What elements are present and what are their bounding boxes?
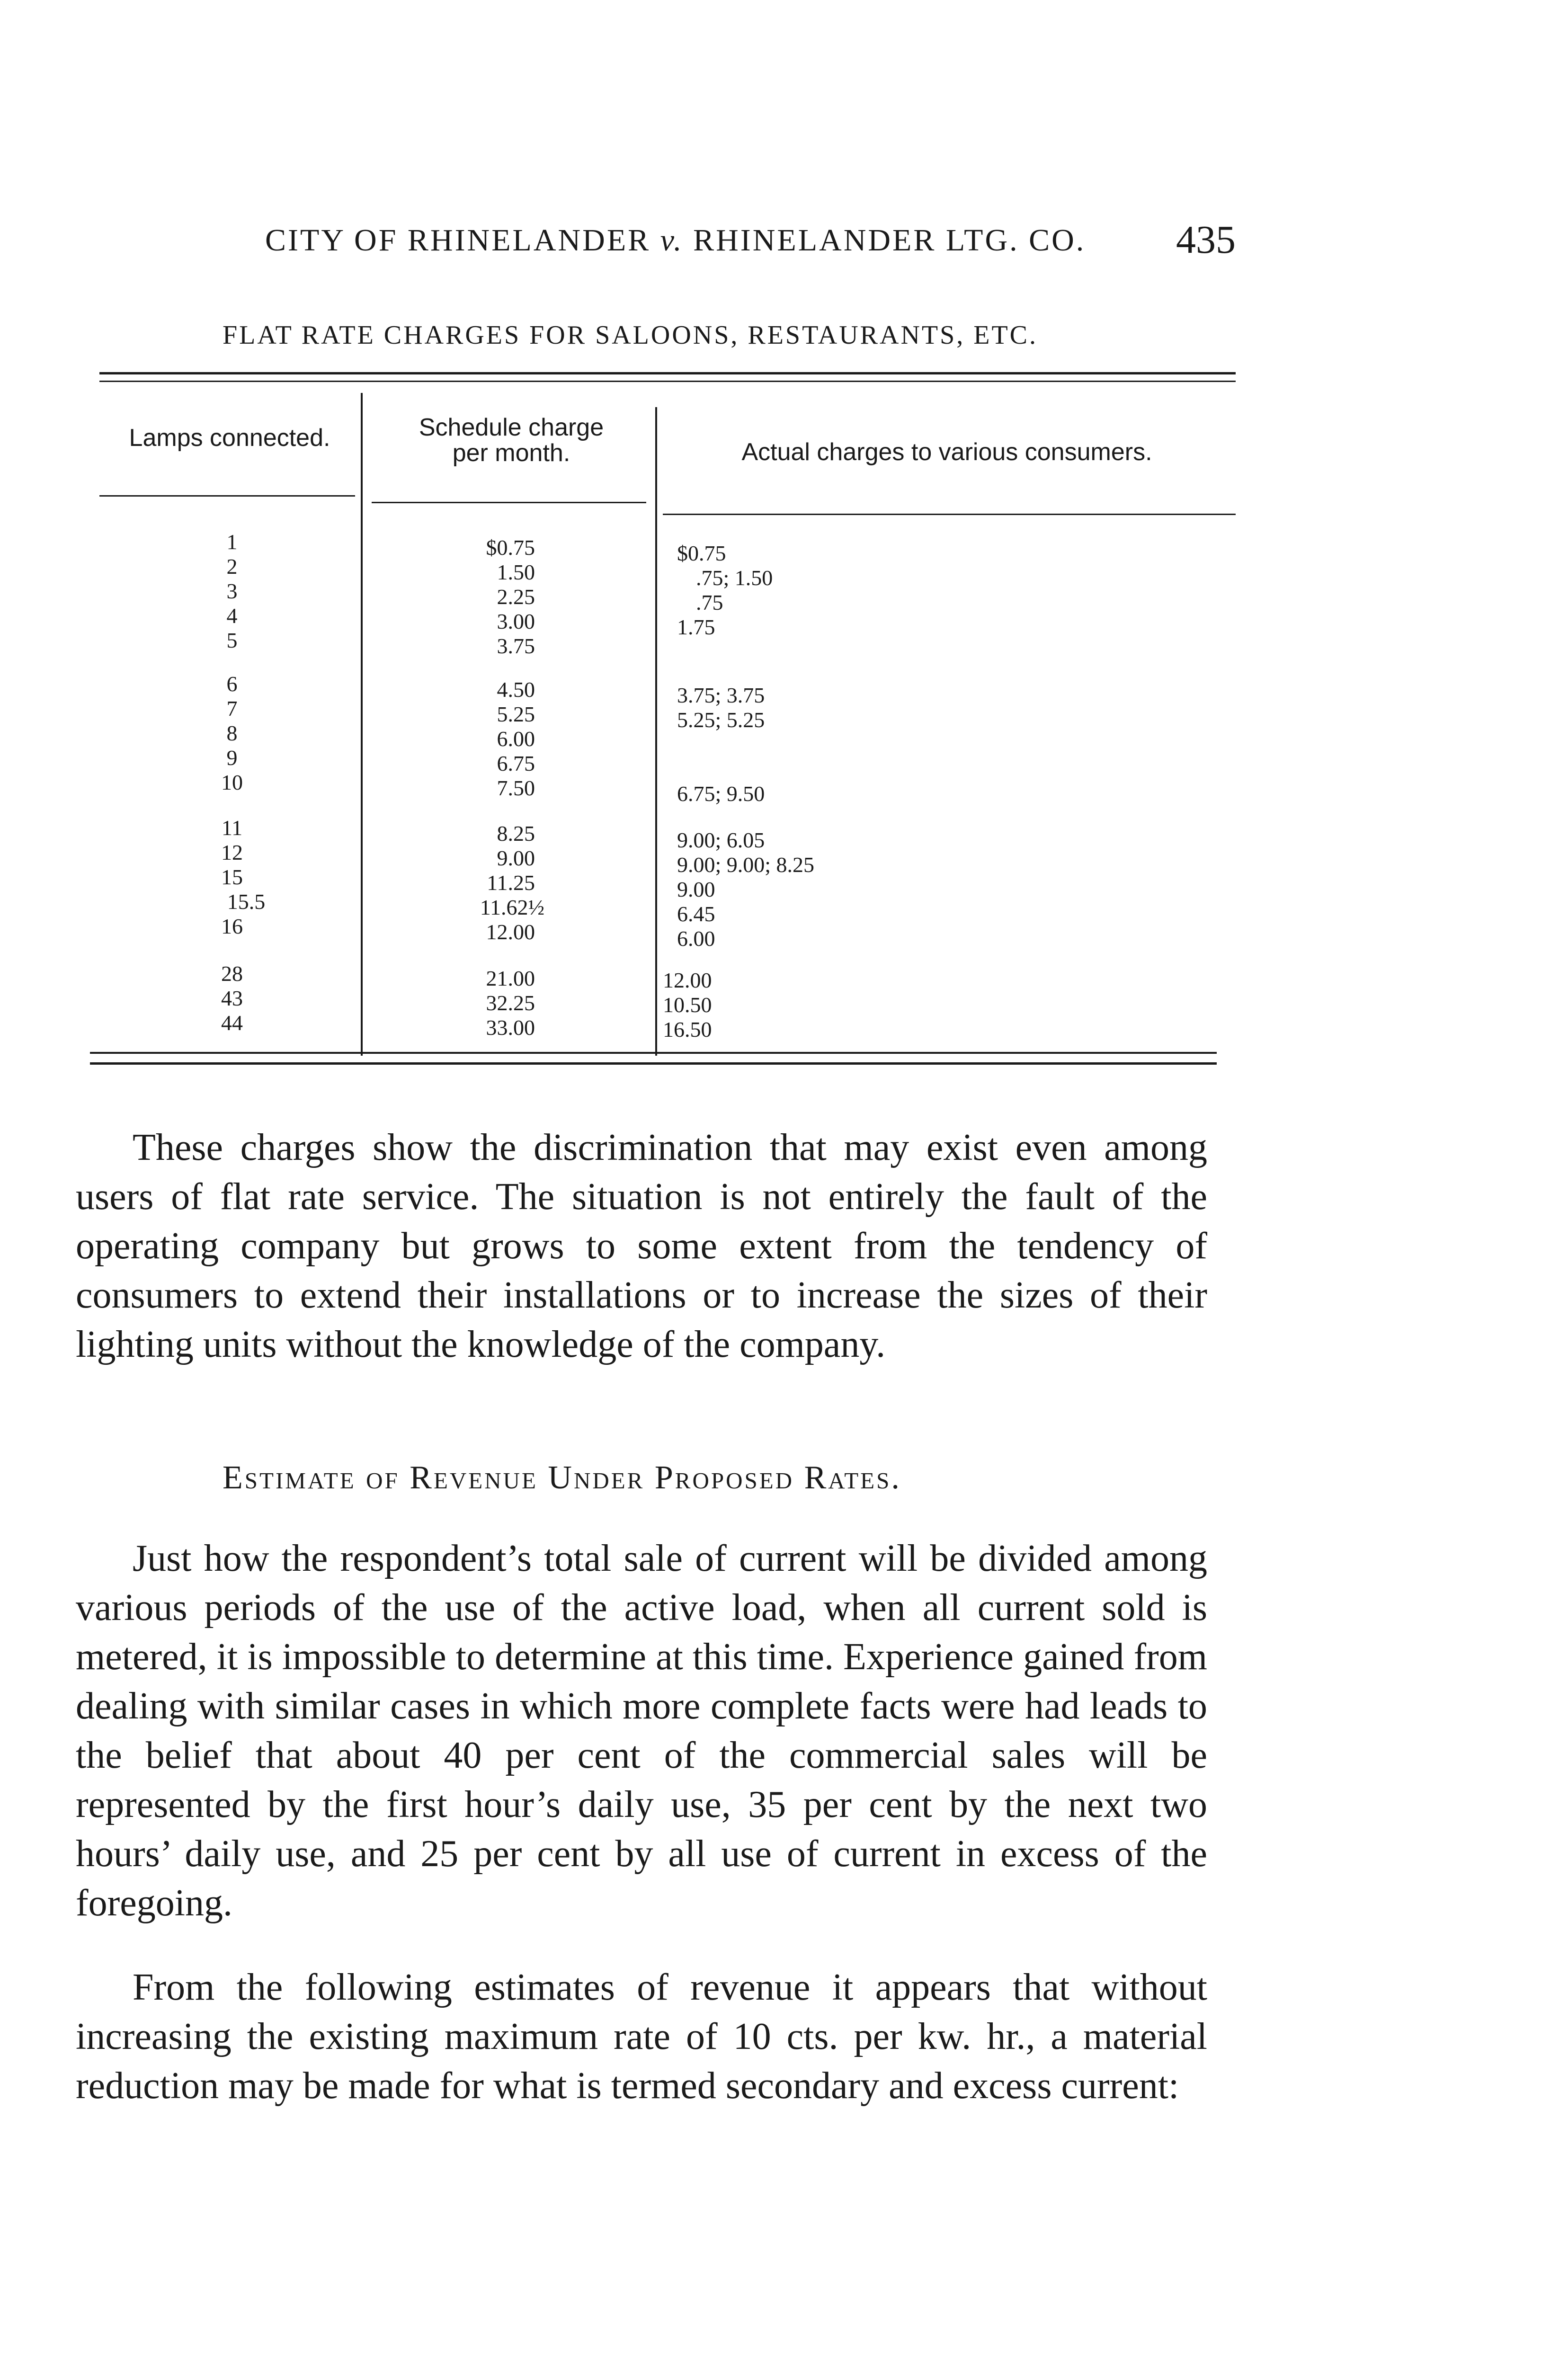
lamps-cell: 1 xyxy=(226,530,238,554)
lamps-cell: 10 xyxy=(221,770,243,794)
running-head-title-part2: RHINELANDER LTG. CO. xyxy=(693,223,1086,258)
schedule-cell: 4.50 xyxy=(497,677,535,702)
schedule-cell: 11.62½ xyxy=(480,895,544,919)
running-head-title-part1: CITY OF RHINELANDER xyxy=(265,223,651,258)
lamps-cell: 11 xyxy=(221,816,243,840)
table-vertical-rule-1 xyxy=(361,393,363,1056)
actual-cell: 9.00 xyxy=(677,877,715,901)
actual-cell: 12.00 xyxy=(663,968,712,992)
paragraph-revenue xyxy=(76,1963,1207,2110)
page-number: 435 xyxy=(1176,218,1236,262)
table-bottom-rule-inner xyxy=(90,1062,1217,1065)
lamps-cell: 16 xyxy=(221,914,243,938)
schedule-cell: $0.75 xyxy=(486,535,535,560)
lamps-cell: 6 xyxy=(226,672,238,696)
header-lamps-connected: Lamps connected. xyxy=(129,424,330,452)
actual-cell: 5.25; 5.25 xyxy=(677,708,765,732)
schedule-cell: 1.50 xyxy=(497,560,535,584)
table-header-rule-1 xyxy=(99,495,355,497)
lamps-cell: 15 xyxy=(221,865,243,889)
lamps-cell: 15.5 xyxy=(227,890,266,914)
lamps-cell: 9 xyxy=(226,746,238,770)
actual-cell: 6.45 xyxy=(677,902,715,926)
actual-cell: .75 xyxy=(696,590,723,614)
actual-cell: $0.75 xyxy=(677,541,726,565)
schedule-cell: 7.50 xyxy=(497,776,535,800)
actual-cell: 16.50 xyxy=(663,1017,712,1041)
actual-cell: 6.00 xyxy=(677,926,715,951)
table-top-rule xyxy=(99,372,1236,374)
paragraph-estimate xyxy=(76,1534,1207,1928)
lamps-cell: 4 xyxy=(226,604,238,628)
schedule-cell: 33.00 xyxy=(486,1015,535,1040)
table-top-rule-inner xyxy=(99,381,1236,382)
table-bottom-rule xyxy=(90,1052,1217,1054)
running-head-title xyxy=(265,222,1086,258)
schedule-cell: 2.25 xyxy=(497,585,535,609)
lamps-cell: 8 xyxy=(226,721,238,745)
lamps-cell: 12 xyxy=(221,840,243,864)
schedule-cell: 9.00 xyxy=(497,846,535,870)
header-schedule-line1: Schedule charge xyxy=(419,414,604,441)
paragraph-3-text: From the following estimates of revenue it appears that without increasing the existing maximum rate of 10 cts. per kw. hr., a material reduction may be made for what is termed secondary and excess current: xyxy=(76,1967,1207,2107)
lamps-cell: 44 xyxy=(221,1011,243,1035)
table-header-rule-3 xyxy=(663,514,1236,515)
actual-cell: 1.75 xyxy=(677,615,715,639)
table-caption: FLAT RATE CHARGES FOR SALOONS, RESTAURANTS, ETC. xyxy=(223,320,1038,350)
header-actual-charges: Actual charges to various consumers. xyxy=(741,438,1152,466)
section-heading: Estimate of Revenue Under Proposed Rates. xyxy=(223,1459,901,1496)
actual-cell: 9.00; 6.05 xyxy=(677,828,765,852)
running-head-versus: v. xyxy=(660,223,684,258)
schedule-cell: 32.25 xyxy=(486,991,535,1015)
paragraph-2-text: Just how the respondent’s total sale of current will be divided among various periods of the use of the active load, when all current sold is metered, it is impossible to determine at this time. Experience gained from dealing with similar cases in which more complete facts were had leads to the belief that about 40 per cent of the commercial sales will be represented by the first hour’s daily use, 35 per cent by the next two hours’ daily use, and 25 per cent by all use of current in excess of the foregoing. xyxy=(76,1538,1207,1924)
running-head xyxy=(265,218,1236,279)
schedule-cell: 5.25 xyxy=(497,702,535,726)
schedule-cell: 21.00 xyxy=(486,966,535,990)
actual-cell: 3.75; 3.75 xyxy=(677,683,765,707)
schedule-cell: 3.75 xyxy=(497,634,535,658)
table-vertical-rule-2 xyxy=(655,407,657,1056)
header-schedule-charge xyxy=(369,415,653,466)
paragraph-discrimination xyxy=(76,1123,1207,1369)
schedule-cell: 6.75 xyxy=(497,751,535,775)
lamps-cell: 3 xyxy=(226,579,238,603)
actual-cell: .75; 1.50 xyxy=(696,566,773,590)
lamps-cell: 5 xyxy=(226,628,238,652)
lamps-cell: 43 xyxy=(221,986,243,1010)
header-schedule-line2: per month. xyxy=(452,439,570,467)
lamps-cell: 2 xyxy=(226,554,238,578)
schedule-cell: 11.25 xyxy=(487,871,535,895)
lamps-cell: 7 xyxy=(226,696,238,721)
schedule-cell: 12.00 xyxy=(486,920,535,944)
paragraph-1-text: These charges show the discrimination that may exist even among users of flat rate service. The situation is not entirely the fault of the operating company but grows to some extent from the tendency of consumers to extend their installations or to increase the sizes of their lighting units without the knowledge of the company. xyxy=(76,1127,1207,1365)
schedule-cell: 6.00 xyxy=(497,727,535,751)
schedule-cell: 3.00 xyxy=(497,609,535,633)
actual-cell: 10.50 xyxy=(663,993,712,1017)
lamps-cell: 28 xyxy=(221,961,243,986)
schedule-cell: 8.25 xyxy=(497,821,535,845)
actual-cell: 6.75; 9.50 xyxy=(677,782,765,806)
actual-cell: 9.00; 9.00; 8.25 xyxy=(677,853,815,877)
table-header-rule-2 xyxy=(372,502,646,503)
